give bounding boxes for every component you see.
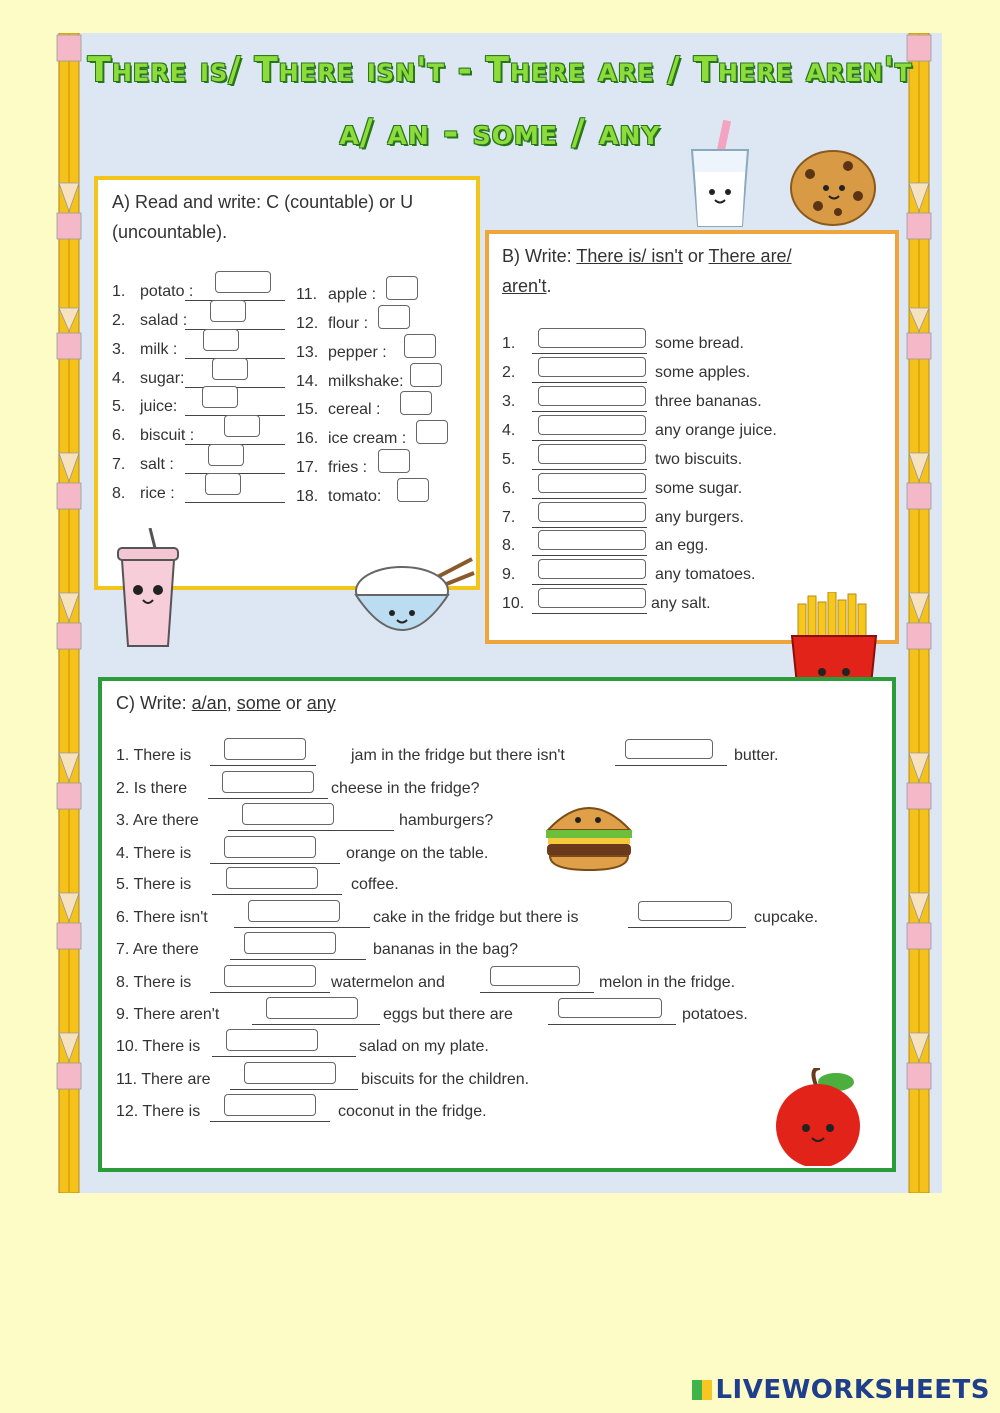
answer-box-b-6[interactable] <box>538 473 646 493</box>
item-number: 5. <box>502 451 516 468</box>
item-number: 5. <box>112 398 126 415</box>
instruction-text: , <box>226 693 237 713</box>
answer-line <box>210 992 330 993</box>
item-number: 6. <box>502 480 516 497</box>
answer-line <box>210 765 316 766</box>
answer-box-a1-8[interactable] <box>205 473 241 495</box>
item-number: 1. <box>112 283 126 300</box>
logo-text: LIVEWORKSHEETS <box>715 1375 990 1405</box>
pencil-border-right <box>906 33 932 1193</box>
sentence-start: 9. There aren't <box>116 1006 220 1023</box>
answer-line <box>212 1056 356 1057</box>
answer-box-b-10[interactable] <box>538 588 646 608</box>
sentence-middle: bananas in the bag? <box>373 941 519 958</box>
answer-box-a2-16[interactable] <box>416 420 448 444</box>
answer-box-a1-4[interactable] <box>212 358 248 380</box>
item-number: 1. <box>502 335 516 352</box>
answer-box-c-12a[interactable] <box>224 1094 316 1116</box>
food-word: ice cream : <box>328 430 407 447</box>
answer-line <box>628 927 746 928</box>
worksheet-title: There is/ There isn't - There are / There aren't <box>87 50 913 90</box>
answer-line <box>548 1024 676 1025</box>
sentence-text: any salt. <box>651 595 711 612</box>
sentence-middle: cake in the fridge but there is <box>373 909 579 926</box>
instruction-option-arent: aren't <box>502 276 547 296</box>
answer-box-a2-11[interactable] <box>386 276 418 300</box>
food-word: milk : <box>140 341 178 358</box>
answer-box-a1-2[interactable] <box>210 300 246 322</box>
sentence-start: 12. There is <box>116 1103 201 1120</box>
answer-box-a2-13[interactable] <box>404 334 436 358</box>
answer-box-b-4[interactable] <box>538 415 646 435</box>
answer-box-a1-7[interactable] <box>208 444 244 466</box>
answer-line <box>210 863 340 864</box>
sentence-text: any orange juice. <box>655 422 777 439</box>
food-word: fries : <box>328 459 368 476</box>
apple-icon <box>768 1068 868 1166</box>
sentence-text: some sugar. <box>655 480 743 497</box>
sentence-start: 1. There is <box>116 747 192 764</box>
answer-box-a2-12[interactable] <box>378 305 410 329</box>
answer-line <box>532 498 647 499</box>
sentence-middle: salad on my plate. <box>359 1038 489 1055</box>
item-number: 14. <box>296 373 319 390</box>
sentence-end: melon in the fridge. <box>599 974 736 991</box>
answer-box-b-5[interactable] <box>538 444 646 464</box>
item-number: 17. <box>296 459 319 476</box>
item-number: 16. <box>296 430 319 447</box>
item-number: 7. <box>502 509 516 526</box>
item-number: 2. <box>112 312 126 329</box>
answer-box-c-11a[interactable] <box>244 1062 336 1084</box>
exercise-b-instruction-cont <box>502 276 551 297</box>
instruction-text: C) Write: <box>116 693 192 713</box>
food-word: flour : <box>328 315 369 332</box>
answer-box-c-9a[interactable] <box>266 997 358 1019</box>
answer-line <box>532 440 647 441</box>
answer-box-c-5a[interactable] <box>226 867 318 889</box>
sentence-start: 4. There is <box>116 845 192 862</box>
item-number: 3. <box>112 341 126 358</box>
sentence-start: 5. There is <box>116 876 192 893</box>
item-number: 7. <box>112 456 126 473</box>
instruction-option-there-is: There is/ isn't <box>576 246 683 266</box>
answer-line <box>532 353 647 354</box>
instruction-text: or <box>682 246 709 266</box>
exercise-c-instruction <box>116 693 336 714</box>
answer-line <box>480 992 594 993</box>
answer-line <box>228 830 394 831</box>
sentence-text: any tomatoes. <box>655 566 756 583</box>
answer-box-c-8a[interactable] <box>224 965 316 987</box>
food-word: sugar: <box>140 370 185 387</box>
sentence-middle: jam in the fridge but there isn't <box>351 747 565 764</box>
milkshake-cup-icon <box>110 528 186 648</box>
item-number: 3. <box>502 393 516 410</box>
answer-line <box>230 959 366 960</box>
sentence-end: potatoes. <box>682 1006 748 1023</box>
item-number: 9. <box>502 566 516 583</box>
item-number: 13. <box>296 344 319 361</box>
item-number: 4. <box>112 370 126 387</box>
answer-box-b-7[interactable] <box>538 502 646 522</box>
food-word: pepper : <box>328 344 387 361</box>
answer-box-c-2a[interactable] <box>222 771 314 793</box>
sentence-start: 2. Is there <box>116 780 188 797</box>
answer-box-c-1b[interactable] <box>625 739 713 759</box>
answer-box-b-9[interactable] <box>538 559 646 579</box>
instruction-text: or <box>280 693 307 713</box>
answer-line <box>185 502 285 503</box>
sentence-end: butter. <box>734 747 779 764</box>
sentence-start: 6. There isn't <box>116 909 208 926</box>
answer-box-c-4a[interactable] <box>224 836 316 858</box>
rice-bowl-icon <box>352 555 476 645</box>
answer-box-a1-5[interactable] <box>202 386 238 408</box>
answer-line <box>532 411 647 412</box>
answer-box-a2-15[interactable] <box>400 391 432 415</box>
sentence-text: some apples. <box>655 364 751 381</box>
sentence-middle: coffee. <box>351 876 399 893</box>
sentence-middle: watermelon and <box>331 974 445 991</box>
item-number: 4. <box>502 422 516 439</box>
sentence-middle: cheese in the fridge? <box>331 780 480 797</box>
food-word: milkshake: <box>328 373 404 390</box>
sentence-middle: biscuits for the children. <box>361 1071 530 1088</box>
instruction-option-a-an: a/an <box>191 693 227 713</box>
item-number: 8. <box>502 537 516 554</box>
answer-box-c-6a[interactable] <box>248 900 340 922</box>
sentence-text: an egg. <box>655 537 709 554</box>
hamburger-icon <box>544 796 634 872</box>
item-number: 15. <box>296 401 319 418</box>
instruction-option-any: any <box>306 693 336 713</box>
answer-box-a2-17[interactable] <box>378 449 410 473</box>
sentence-middle: orange on the table. <box>346 845 489 862</box>
sentence-text: two biscuits. <box>655 451 743 468</box>
sentence-text: any burgers. <box>655 509 744 526</box>
exercise-a-instruction-cont: (uncountable). <box>112 222 228 242</box>
food-word: rice : <box>140 485 175 502</box>
answer-box-b-3[interactable] <box>538 386 646 406</box>
sentence-text: some bread. <box>655 335 744 352</box>
exercise-a-instruction: A) Read and write: C (countable) or U <box>112 192 414 212</box>
item-number: 10. <box>502 595 525 612</box>
answer-box-a2-18[interactable] <box>397 478 429 502</box>
answer-line <box>210 1121 330 1122</box>
answer-box-c-9b[interactable] <box>558 998 662 1018</box>
food-word: apple : <box>328 286 377 303</box>
answer-box-a1-6[interactable] <box>224 415 260 437</box>
liveworksheets-logo-icon <box>692 1380 712 1400</box>
sentence-start: 3. Are there <box>116 812 199 829</box>
item-number: 2. <box>502 364 516 381</box>
answer-box-c-7a[interactable] <box>244 932 336 954</box>
item-number: 12. <box>296 315 319 332</box>
item-number: 18. <box>296 488 319 505</box>
answer-box-b-8[interactable] <box>538 530 646 550</box>
answer-box-c-8b[interactable] <box>490 966 580 986</box>
exercise-b-instruction <box>502 246 792 267</box>
food-word: tomato: <box>328 488 382 505</box>
answer-box-b-2[interactable] <box>538 357 646 377</box>
sentence-middle: hamburgers? <box>399 812 494 829</box>
answer-line <box>532 382 647 383</box>
answer-line <box>532 584 647 585</box>
answer-box-a2-14[interactable] <box>410 363 442 387</box>
sentence-start: 11. There are <box>116 1071 211 1088</box>
item-number: 11. <box>296 286 318 303</box>
answer-line <box>212 894 342 895</box>
answer-box-a1-1[interactable] <box>215 271 271 293</box>
answer-box-c-6b[interactable] <box>638 901 732 921</box>
pencil-border-left <box>56 33 82 1193</box>
food-word: cereal : <box>328 401 381 418</box>
sentence-start: 8. There is <box>116 974 192 991</box>
worksheet-subtitle: a/ an - some / any <box>339 112 661 153</box>
sentence-end: cupcake. <box>754 909 819 926</box>
instruction-text: . <box>546 276 552 296</box>
answer-line <box>230 1089 358 1090</box>
food-word: potato : <box>140 283 194 300</box>
sentence-middle: coconut in the fridge. <box>338 1103 487 1120</box>
milk-glass-icon <box>684 120 756 230</box>
sentence-text: three bananas. <box>655 393 762 410</box>
food-word: juice: <box>140 398 178 415</box>
answer-box-c-10a[interactable] <box>226 1029 318 1051</box>
instruction-option-there-are: There are/ <box>708 246 792 266</box>
food-word: salt : <box>140 456 174 473</box>
cookie-icon <box>788 148 878 228</box>
answer-line <box>532 527 647 528</box>
answer-box-b-1[interactable] <box>538 328 646 348</box>
liveworksheets-logo <box>692 1375 990 1405</box>
sentence-middle: eggs but there are <box>383 1006 513 1023</box>
item-number: 6. <box>112 427 126 444</box>
food-word: biscuit : <box>140 427 195 444</box>
answer-line <box>532 555 647 556</box>
answer-line <box>532 469 647 470</box>
sentence-start: 7. Are there <box>116 941 199 958</box>
sentence-start: 10. There is <box>116 1038 201 1055</box>
answer-box-c-1a[interactable] <box>224 738 306 760</box>
answer-line <box>234 927 370 928</box>
answer-line <box>252 1024 380 1025</box>
answer-box-a1-3[interactable] <box>203 329 239 351</box>
answer-line <box>615 765 727 766</box>
answer-box-c-3a[interactable] <box>242 803 334 825</box>
instruction-option-some: some <box>236 693 281 713</box>
food-word: salad : <box>140 312 188 329</box>
instruction-text: B) Write: <box>502 246 577 266</box>
answer-line <box>532 613 647 614</box>
item-number: 8. <box>112 485 126 502</box>
answer-line <box>208 798 328 799</box>
